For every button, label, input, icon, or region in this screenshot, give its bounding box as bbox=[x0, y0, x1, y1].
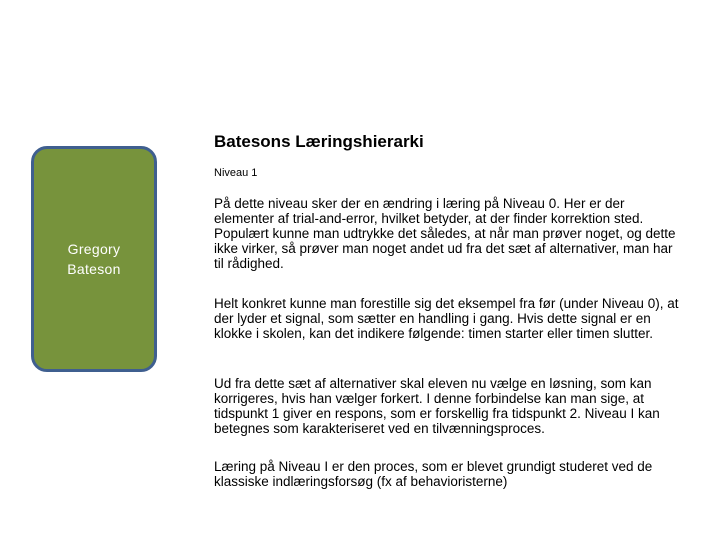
gregory-bateson-box bbox=[31, 146, 157, 372]
level-subtitle: Niveau 1 bbox=[214, 167, 258, 179]
page-title: Batesons Læringshierarki bbox=[214, 132, 424, 151]
paragraph-3: Ud fra dette sæt af alternativer skal eleven nu vælge en løsning, som kan korrigeres, hvis han vælger forkert. I denne forbindelse kan man sige, at tidspunkt 1 giver en respons, som er forskellig fra tidspunkt 2. Niveau I kan betegnes som karakteriseret ved en tilvænningsproces. bbox=[214, 376, 660, 436]
paragraph-2: Helt konkret kunne man forestille sig det eksempel fra før (under Niveau 0), at der lyder et signal, som sætter en handling i gang. Hvis dette signal er en klokke i skolen, kan det indikere følgende: timen starter eller timen slutter. bbox=[214, 296, 679, 341]
paragraph-1: På dette niveau sker der en ændring i læring på Niveau 0. Her er der elementer af trial-and-error, hvilket betyder, at der finder korrektion sted. Populært kunne man udtrykke det således, at når man prøver noget, og dette ikke virker, så prøver man noget andet ud fra det sæt af alternativer, man har til rådighed. bbox=[214, 196, 676, 271]
portrait-label: Gregory Bateson bbox=[67, 241, 121, 277]
paragraph-4: Læring på Niveau I er den proces, som er blevet grundigt studeret ved de klassiske indlæringsforsøg (fx af behavioristerne) bbox=[214, 459, 653, 489]
